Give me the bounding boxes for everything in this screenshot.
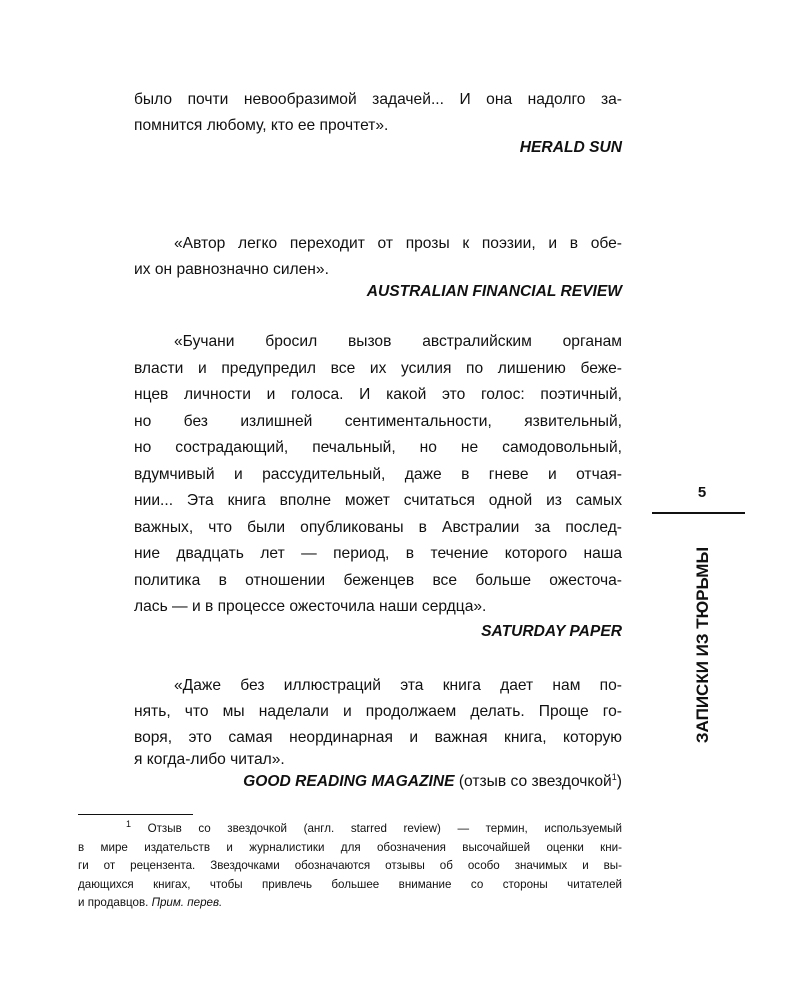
footnote-line (78, 895, 622, 911)
footnote-text: Отзыв со звездочкой (англ. starred review) — термин, используемый (147, 822, 622, 835)
footnote-text: и продавцов. (78, 896, 149, 909)
source-name: SATURDAY PAPER (481, 623, 622, 640)
footnote-reference[interactable]: 1 (611, 771, 617, 782)
paragraph-line: лась — и в процессе ожесточила наши сердца». (134, 598, 487, 615)
attribution-note: (отзыв со звездочкой (458, 773, 612, 790)
paragraph-line: нии... Эта книга вполне может считаться одной из самых (134, 492, 622, 509)
source-name: AUSTRALIAN FINANCIAL REVIEW (366, 283, 622, 300)
paragraph-line: «Бучани бросил вызов австралийским органам (174, 333, 622, 350)
paragraph-line: вдумчивый и рассудительный, даже в гневе и отчая- (134, 465, 622, 483)
page-number: 5 (697, 484, 707, 501)
paragraph-line: нять, что мы наделали и продолжаем делать. Проще го- (134, 703, 622, 720)
paragraph-line: ние двадцать лет — период, в течение которого наша (134, 545, 622, 562)
paragraph-line: но без излишней сентиментальности, язвительный, (134, 412, 622, 430)
paragraph-line: важных, что были опубликованы в Австралии за послед- (134, 518, 622, 536)
paragraph-line: я когда-либо читал». (134, 751, 285, 768)
footnote-mark: 1 (126, 819, 132, 830)
quote-attribution (134, 772, 622, 792)
paragraph-line: нцев личности и голоса. И какой это голос: поэтичный, (134, 386, 622, 403)
running-head: ЗАПИСКИ ИЗ ТЮРЬМЫ (693, 546, 712, 744)
paragraph-line: было почти невообразимой задачей... И она надолго за- (134, 91, 622, 108)
quote-attribution (134, 282, 622, 302)
footnote-line: в мире издательств и журналистики для обозначения высочайшей оценки кни- (78, 840, 622, 854)
running-head-rule (652, 512, 745, 514)
paragraph-line: власти и предупредил все их усилия по лишению беже- (134, 359, 622, 377)
paragraph-line: «Даже без иллюстраций эта книга дает нам по- (174, 677, 622, 694)
footnote-rule (78, 814, 193, 815)
footnote-line: ги от рецензента. Звездочками обозначаются отзывы об особо значимых и вы- (78, 859, 622, 872)
source-name: GOOD READING MAGAZINE (243, 773, 455, 790)
paragraph-line: но сострадающий, печальный, но не самодовольный, (134, 439, 622, 456)
footnote-line (78, 821, 622, 837)
quote-attribution (134, 138, 622, 158)
paragraph-line: помнится любому, кто ее прочтет». (134, 117, 389, 134)
paragraph-line: «Автор легко переходит от прозы к поэзии, и в обе- (174, 235, 622, 252)
source-name: HERALD SUN (519, 139, 622, 156)
paragraph-line: политика в отношении беженцев все больше ожесточа- (134, 571, 622, 589)
paragraph-line: их он равнозначно силен». (134, 261, 329, 278)
translator-note: Прим. перев. (151, 896, 223, 909)
quote-attribution (134, 622, 622, 642)
paragraph-line: воря, это самая неординарная и важная книга, которую (134, 729, 622, 746)
footnote-line: дающихся книгах, чтобы привлечь большее внимание со стороны читателей (78, 877, 622, 891)
attribution-close: ) (616, 773, 622, 790)
